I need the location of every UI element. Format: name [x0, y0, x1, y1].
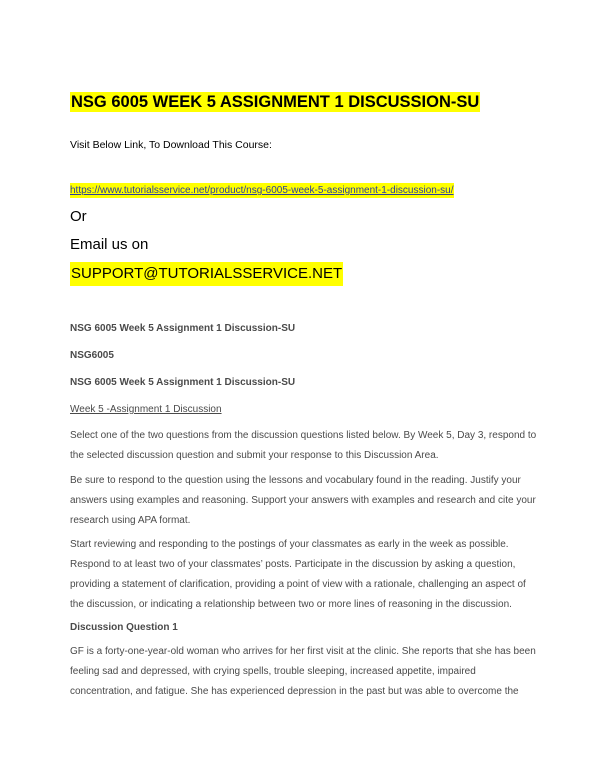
support-email[interactable]: SUPPORT@TUTORIALSSERVICE.NET	[70, 262, 343, 286]
paragraph-instructions: Select one of the two questions from the discussion questions listed below. By Week 5, Day 3, respond to the selected discussion question and submit your response to this Discussion Area.	[70, 430, 537, 461]
assignment-subheading: Week 5 -Assignment 1 Discussion	[70, 404, 222, 415]
section-heading: NSG 6005 Week 5 Assignment 1 Discussion-SU	[70, 323, 296, 334]
email-label: Email us on	[70, 236, 149, 253]
or-text: Or	[70, 208, 87, 225]
document-title: NSG 6005 WEEK 5 ASSIGNMENT 1 DISCUSSION-SU	[71, 93, 480, 111]
paragraph-case-study: GF is a forty-one-year-old woman who arrives for her first visit at the clinic. She reports that she has been feeling sad and depressed, with crying spells, trouble sleeping, increased appetite, impaired concentration, and fatigue. She has experienced depression in the past but was able to overcome the	[70, 646, 536, 697]
question-heading: Discussion Question 1	[70, 622, 178, 633]
paragraph-participation: Start reviewing and responding to the postings of your classmates as early in the week as possible. Respond to at least two of your classmates’ posts. Participate in the discussion by asking a question, providing a statement of clarification, providing a point of view with a rationale, challenging an aspect of the discussion, or indicating a relationship between two or more lines of reasoning in the discussion.	[70, 539, 526, 610]
paragraph-requirements: Be sure to respond to the question using the lessons and vocabulary found in the reading. Justify your answers using examples and reasoning. Support your answers with examples and research and cite your research using APA format.	[70, 475, 536, 526]
course-download-link[interactable]: https://www.tutorialsservice.net/product/nsg-6005-week-5-assignment-1-discussion-su/	[70, 185, 454, 196]
section-heading-repeat: NSG 6005 Week 5 Assignment 1 Discussion-SU	[70, 377, 296, 388]
course-code: NSG6005	[70, 350, 114, 361]
visit-instruction: Visit Below Link, To Download This Course:	[70, 139, 272, 151]
